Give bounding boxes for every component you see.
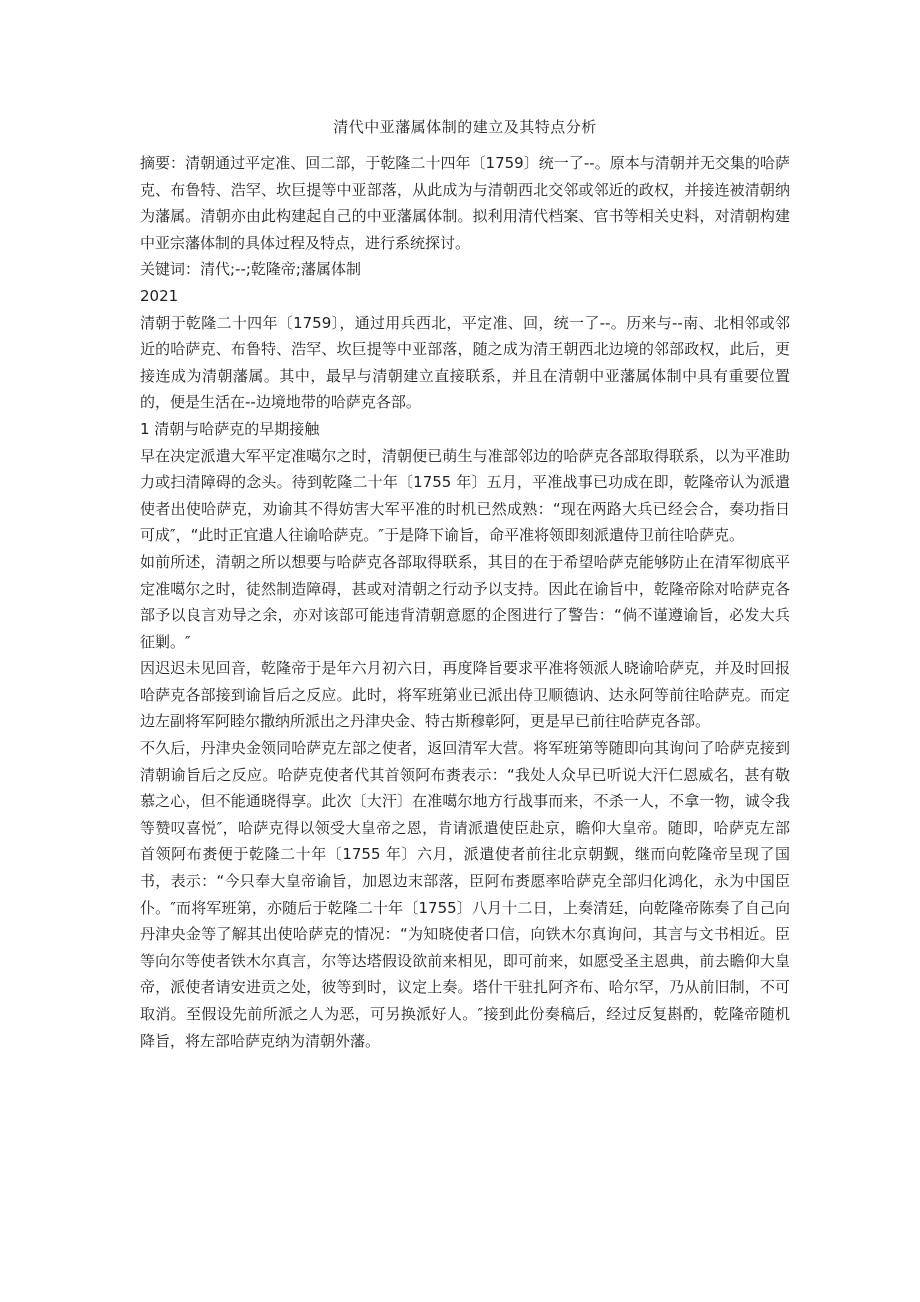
- year-line: 2021: [140, 286, 179, 305]
- body-paragraph: 因迟迟未见回音，乾隆帝于是年六月初六日，再度降旨要求平准将领派人晓谕哈萨克，并及时回报哈萨克各部接到谕旨后之反应。此时，将军班第业已派出侍卫顺德讷、达永阿等前往哈萨克。而定边左副将军阿睦尔撒纳所派出之丹津央金、特古斯穆彰阿，更是早已前往哈萨克各部。: [140, 659, 790, 731]
- keywords-line: 关键词：清代;--;乾隆帝;藩属体制: [140, 260, 361, 279]
- intro-paragraph: 清朝于乾隆二十四年〔1759〕，通过用兵西北，平定准、回，统一了--。历来与--南、北相邻或邻近的哈萨克、布鲁特、浩罕、坎巨提等中亚部落，随之成为清王朝西北边境的邻部政权，此后，更接连成为清朝藩属。其中，最早与清朝建立直接联系，并且在清朝中亚藩属体制中具有重要位置的，便是生活在--边境地带的哈萨克各部。: [140, 313, 790, 412]
- abstract-paragraph: 摘要：清朝通过平定准、回二部，于乾隆二十四年〔1759〕统一了--。原本与清朝并无交集的哈萨克、布鲁特、浩罕、坎巨提等中亚部落，从此成为与清朝西北交邻或邻近的政权，并接连被清朝纳为藩属。清朝亦由此构建起自己的中亚藩属体制。拟利用清代档案、官书等相关史料，对清朝构建中亚宗藩体制的具体过程及特点，进行系统探讨。: [140, 154, 790, 252]
- body-paragraph: 不久后，丹津央金领同哈萨克左部之使者，返回清军大营。将军班第等随即向其询问了哈萨克接到清朝谕旨后之反应。哈萨克使者代其首领阿布赉表示：“我处人众早已听说大汗仁恩威名，甚有敬慕之心，但不能通晓得享。此次〔大汗〕在准噶尔地方行战事而来，不杀一人，不拿一物，诚令我等赞叹喜悦″，哈萨克得以领受大皇帝之恩，肯请派遣使臣赴京，瞻仰大皇帝。随即，哈萨克左部首领阿布赉便于乾隆二十年〔1755 年〕六月，派遣使者前往北京朝觐，继而向乾隆帝呈现了国书，表示：“今只奉大皇帝谕旨，加恩边末部落，臣阿布赉愿率哈萨克全部归化鸿化，永为中国臣仆。″而将军班第，亦随后于乾隆二十年〔1755〕八月十二日，上奏清廷，向乾隆帝陈奏了自己向丹津央金等了解其出使哈萨克的情况：“为知晓使者口信，向铁木尔真询问，其言与文书相近。臣等向尔等使者铁木尔真言，尔等达塔假设欲前来相见，即可前来，如愿受圣主恩典，前去瞻仰大皇帝，派使者请安进贡之处，彼等到时，议定上奏。塔什干驻扎阿齐布、哈尔罕，乃从前旧制，不可取消。至假设先前所派之人为恶，可另换派好人。″接到此份奏稿后，经过反复斟酌，乾隆帝随机降旨，将左部哈萨克纳为清朝外藩。: [140, 739, 790, 1050]
- section-heading: 1 清朝与哈萨克的早期接触: [140, 419, 320, 438]
- body-paragraph: 如前所述，清朝之所以想要与哈萨克各部取得联系，其目的在于希望哈萨克能够防止在清军彻底平定准噶尔之时，徒然制造障碍，甚或对清朝之行动予以支持。因此在谕旨中，乾隆帝除对哈萨克各部予以良言劝导之余，亦对该部可能违背清朝意愿的企图进行了警告：“倘不谨遵谕旨，必发大兵征剿。″: [140, 552, 790, 651]
- document-title: 清代中亚藩属体制的建立及其特点分析: [333, 118, 597, 136]
- body-paragraph: 早在决定派遣大军平定准噶尔之时，清朝便已萌生与准部邻边的哈萨克各部取得联系，以为平准助力或扫清障碍的念头。待到乾隆二十年〔1755 年〕五月，平准战事已功成在即，乾隆帝认为派遣使者出使哈萨克，劝谕其不得妨害大军平准的时机已然成熟：“现在两路大兵已经会合，奏功指日可成″，“此时正宜遣人往谕哈萨克。″于是降下谕旨，命平准将领即刻派遣侍卫前往哈萨克。: [140, 446, 790, 545]
- document-page: [140, 112, 790, 1054]
